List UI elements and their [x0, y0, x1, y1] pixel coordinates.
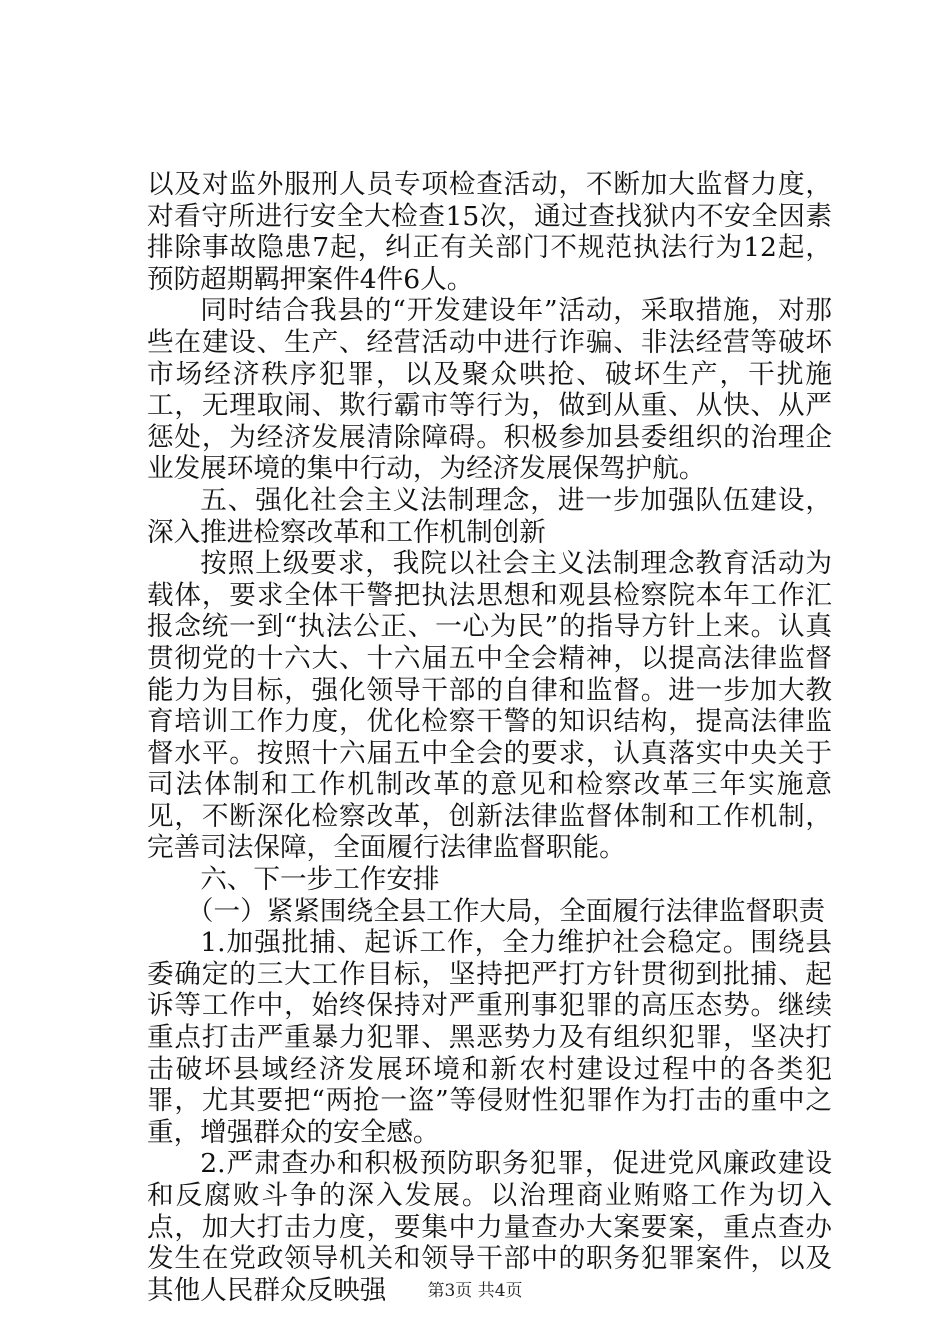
paragraph-continuation: 以及对监外服刑人员专项检查活动，不断加大监督力度，对看守所进行安全大检查15次，通过查找狱内不安全因素排除事故隐患7起，纠正有关部门不规范执法行为12起，预防超期羁押案件4件6人。 [147, 169, 832, 295]
paragraph-team-building: 按照上级要求，我院以社会主义法制理念教育活动为载体，要求全体干警把执法思想和观县检察院本年工作汇报念统一到“执法公正、一心为民”的指导方针上来。认真贯彻党的十六大、十六届五中全会精神，以提高法律监督能力为目标，强化领导干部的自律和监督。进一步加大教育培训工作力度，优化检察干警的知识结构，提高法律监督水平。按照十六届五中全会的要求，认真落实中央关于司法体制和工作机制改革的意见和检察改革三年实施意见，不断深化检察改革，创新法律监督体制和工作机制，完善司法保障，全面履行法律监督职能。 [147, 548, 832, 864]
document-body [147, 169, 832, 1306]
page-footer: 第3页 共4页 [427, 1281, 523, 1301]
section-heading-six: 六、下一步工作安排 [200, 864, 440, 896]
section-heading-five: 五、强化社会主义法制理念，进一步加强队伍建设，深入推进检察改革和工作机制创新 [147, 484, 832, 548]
paragraph-item-1: 1.加强批捕、起诉工作，全力维护社会稳定。围绕县委确定的三大工作目标，坚持把严打方针贯彻到批捕、起诉等工作中，始终保持对严重刑事犯罪的高压态势。继续重点打击严重暴力犯罪、黑恶势力及有组织犯罪，坚决打击破坏县域经济发展环境和新农村建设过程中的各类犯罪，尤其要把“两抢一盗”等侵财性犯罪作为打击的重中之重，增强群众的安全感。 [147, 927, 832, 1148]
subsection-heading-one: （一）紧紧围绕全县工作大局，全面履行法律监督职责 [186, 895, 826, 927]
paragraph-development-year: 同时结合我县的“开发建设年”活动，采取措施，对那些在建设、生产、经营活动中进行诈骗、非法经营等破坏市场经济秩序犯罪，以及聚众哄抢、破坏生产，干扰施工，无理取闹、欺行霸市等行为，做到从重、从快、从严惩处，为经济发展清除障碍。积极参加县委组织的治理企业发展环境的集中行动，为经济发展保驾护航。 [147, 295, 832, 485]
paragraph-item-2: 2.严肃查办和积极预防职务犯罪，促进党风廉政建设和反腐败斗争的深入发展。以治理商业贿赂工作为切入点，加大打击力度，要集中力量查办大案要案，重点查办发生在党政领导机关和领导干部中的职务犯罪案件，以及其他人民群众反映强 [147, 1148, 832, 1306]
